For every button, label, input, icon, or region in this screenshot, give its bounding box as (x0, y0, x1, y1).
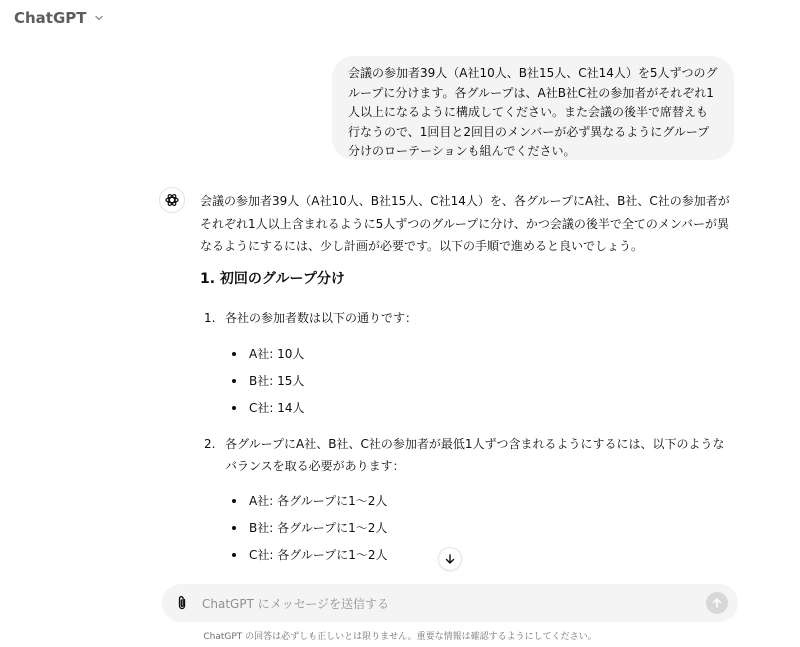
user-message-text: 会議の参加者39人（A社10人、B社15人、C社14人）を5人ずつのグループに分けます。各グループは、A社B社C社の参加者がそれぞれ1人以上になるように構成してください。また会議の後半で席替えも行なうので、1回目と2回目のメンバーが必ず異なるようにグループ分けのローテーションも組んでください。 (348, 66, 718, 158)
bullet-dot (232, 553, 236, 557)
attach-button[interactable] (172, 593, 192, 613)
bullet-text: C社: 14人 (249, 401, 305, 415)
bullet-text: A社: 10人 (249, 347, 305, 361)
arrow-down-icon (444, 553, 456, 565)
list-text: 各社の参加者数は以下の通りです： (225, 311, 418, 325)
assistant-intro: 会議の参加者39人（A社10人、B社15人、C社14人）を、各グループにA社、B社、C社の参加者がそれぞれ1人以上含まれるように5人ずつのグループに分け、かつ会議の後半で全てのメンバーが異なるようにするには、少し計画が必要です。以下の手順で進めると良いでしょう。 (200, 194, 730, 253)
message-composer (162, 584, 738, 622)
list-text: 各グループにA社、B社、C社の参加者が最低1人ずつ含まれるようにするには、以下のようなバランスを取る必要があります： (225, 437, 725, 473)
list-number: 2. (204, 437, 216, 451)
bullet-text: A社: 各グループに1〜2人 (249, 494, 388, 508)
scroll-to-bottom-button[interactable] (438, 547, 462, 571)
message-input[interactable] (200, 592, 684, 616)
assistant-avatar (159, 187, 185, 213)
section-heading: 1. 初回のグループ分け (200, 271, 345, 287)
bullet-dot (232, 406, 236, 410)
list-number: 1. (204, 311, 216, 325)
arrow-up-icon (711, 597, 723, 609)
model-selector[interactable] (14, 8, 105, 28)
bullet-dot (232, 499, 236, 503)
user-message (332, 56, 734, 160)
app-title: ChatGPT (14, 9, 87, 27)
paperclip-icon (175, 595, 189, 611)
assistant-message (200, 190, 740, 562)
chevron-down-icon (93, 12, 105, 24)
bullet-dot (232, 352, 236, 356)
bullet-text: B社: 各グループに1〜2人 (249, 521, 388, 535)
send-button[interactable] (706, 592, 728, 614)
openai-logo-icon (164, 192, 180, 208)
disclaimer-text: ChatGPT の回答は必ずしも正しいとは限りません。重要な情報は確認するようにしてください。 (203, 632, 597, 642)
bullet-dot (232, 379, 236, 383)
bullet-dot (232, 526, 236, 530)
bullet-text: B社: 15人 (249, 374, 305, 388)
bullet-text: C社: 各グループに1〜2人 (249, 548, 388, 562)
